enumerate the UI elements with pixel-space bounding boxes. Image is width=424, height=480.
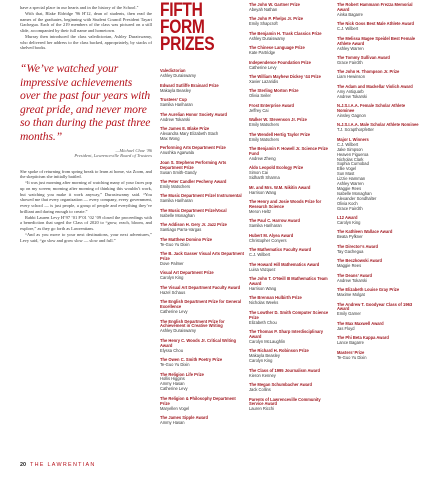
prize-entry — [249, 296, 333, 306]
prize-entry — [249, 133, 333, 143]
prize-winner: Isabelle Monaghan — [160, 212, 195, 218]
prize-winner: Liam Hewinson — [337, 74, 365, 80]
prize-name: The Chinese Language Prize — [249, 45, 305, 51]
prize-winner: Alexander Sondhalter — [337, 195, 377, 201]
prize-entry — [337, 288, 421, 298]
prize-list — [249, 3, 333, 412]
prize-winner: Emily Matschers — [249, 136, 280, 142]
prize-entry — [337, 216, 421, 226]
prize-name: The William Mayhew Dickey ’44 Prize — [249, 74, 321, 80]
prize-entry — [249, 147, 333, 162]
prize-entry — [160, 127, 245, 142]
prize-winner: Maryellen Vogel — [160, 405, 190, 411]
prize-winner: Maxime Molgat — [337, 292, 365, 297]
prize-name: N.J.S.I.A.A. Female Scholar Athlete Nominee — [337, 103, 406, 114]
prize-name: The Music Department Prize/Vocal — [160, 207, 227, 213]
page-number: 20 — [20, 462, 26, 468]
prize-name: The Andrew T. Goodyear Class of 1963 Award — [337, 301, 413, 312]
prize-entry — [160, 84, 245, 94]
prize-entry — [249, 166, 333, 181]
prize-winner: Nicholas Weeks — [249, 300, 279, 306]
pull-quote-title: President, Lawrenceville Board of Trustees — [74, 152, 152, 158]
prize-list — [337, 3, 421, 360]
prize-winner: Emily Shapcroft — [249, 21, 278, 27]
prize-entry — [249, 219, 333, 229]
article-paragraph: Murray then introduced the class valedictorian, Ashley Duraiswamy, who delivered her address to the class backed, appropriately, by stacks of shelved books. — [20, 33, 152, 51]
pull-quote: “We’ve watched your impressive achievements over the past four years with great pride, and never more so than during the past three months.” — [20, 62, 151, 143]
prize-name: The Owen C. Smith Poetry Prize — [160, 357, 223, 363]
prize-winner: Catherine Levy — [249, 64, 277, 70]
prize-winner: Ashley Warren — [337, 45, 364, 51]
prize-entry — [160, 416, 245, 426]
prize-winner: Lauren Ricchi — [249, 406, 275, 412]
prize-winner: Alexandra Mary Elizabeth Stach — [160, 130, 219, 136]
prize-entry — [160, 286, 245, 296]
prize-entry — [249, 118, 333, 128]
prize-entry — [249, 46, 333, 56]
prize-name: The Music Department Prize/ Instrumental — [160, 193, 242, 199]
prize-entry — [337, 274, 421, 284]
prize-entry — [249, 277, 333, 292]
prize-winner: Luisa Vazquez — [249, 266, 276, 272]
prize-name: The Thomas P. Sharp Interdisciplinary Award — [249, 329, 324, 339]
prize-entry — [249, 330, 333, 345]
prize-entry — [337, 259, 421, 269]
prize-winner: Makayla Beasley — [249, 353, 280, 359]
prize-winner: Ashley Duraiswamy — [160, 328, 196, 334]
prize-winner: Simon Cai — [249, 170, 268, 176]
prize-name: The Robert Hammann Frezza Memorial Award — [337, 2, 413, 12]
prize-name: Mr. and Mrs. W.M. Nikitin Award — [249, 184, 311, 190]
prize-name: The James Sipple Award — [160, 415, 209, 421]
prize-name: The Class of 1995 Journalism Award — [249, 367, 320, 373]
article-paragraph: Rabbi Lauren Levy H’97 ’01 P’01 ’02 ’09 closed the proceedings with a benediction that urged the Class of 2020 to “grow, reach, bloom, and explore,” as they go forth as Lawrentians. — [20, 214, 152, 232]
prize-winner: Andrew Tokarski — [160, 116, 190, 122]
prizes-heading-line: FORM — [160, 16, 205, 38]
prize-winner: Ellie Vogel — [337, 166, 357, 172]
prize-winner: Te-Guo Yu Dixin — [160, 241, 190, 247]
prize-winner: T.J. Scrapthorpfetter — [337, 127, 374, 133]
publication-name: THE LAWRENTIAN — [30, 462, 96, 468]
prize-entry — [337, 138, 421, 212]
prize-entry — [249, 3, 333, 13]
prize-entry — [337, 303, 421, 318]
prize-entry — [337, 123, 421, 133]
prize-entry — [249, 311, 333, 326]
prize-winner: Harrison Wang — [249, 189, 277, 195]
prize-name: The Deans’ Award — [337, 272, 373, 278]
prize-winner: Meron Heltz — [249, 208, 272, 214]
prize-winner: Ashley Warren — [337, 181, 364, 187]
prize-name: The Nick Goss Best Male Athlete Award — [337, 21, 414, 27]
prize-winner: Jeffrey Cai — [249, 107, 269, 113]
prize-winner: Andrew Tokarski — [337, 277, 367, 283]
prize-winner: Tay Gachegua — [337, 248, 364, 254]
prize-name: N.J.S.I.A.A. Male Scholar Athlete Nominee — [337, 122, 419, 128]
prize-entry — [160, 113, 245, 123]
prize-entry — [160, 98, 245, 108]
prize-winner: Samika Hariharan — [160, 102, 193, 108]
prize-winner: Catherine Levy — [160, 309, 188, 315]
prize-winner: Carolyn King — [160, 275, 184, 281]
prize-name: The Beczkowski Award — [337, 258, 383, 264]
prize-winner: Samika Hariharan — [249, 223, 282, 229]
prize-entry — [249, 104, 333, 114]
prize-winner: Ammy Hasan — [160, 419, 185, 425]
prizes-heading-line: FIFTH — [160, 0, 203, 21]
prize-winner: Catherine Levy — [160, 386, 188, 392]
prize-winner: Ashley Duraiswamy — [160, 73, 196, 79]
prize-winner: Kate Partridge — [249, 50, 276, 56]
prize-name: The Sterling Morton Prize — [249, 88, 299, 94]
prize-name: The B. Jack Gasser Visual Arts Department Prize — [160, 251, 244, 261]
prize-entry — [337, 336, 421, 346]
prize-name: Parents of Lawrenceville Community Service Award — [249, 396, 321, 407]
prize-name: Walker W. Stevenson Jr. Prize — [249, 117, 307, 123]
prize-entry — [337, 3, 421, 18]
prize-entry — [249, 17, 333, 27]
prize-winner: Andrew Tokarski — [337, 93, 367, 99]
prize-name: The Addison H. Gery Jr. Jazz Prize — [160, 222, 227, 228]
prize-winner: C.J. Wilbert — [249, 252, 271, 258]
article-paragraph: “It was just morning after morning of watching many of your faces pop up on my screen; morning after morning of thinking this wouldn’t work, but watching you make it work anyway,” Durasiswamy said. “You showed me that every organization — every company, every government, every school — is just people, a group of people and everything they’ve brilliant and daring enough to create.” — [20, 180, 152, 214]
prize-name: The Peter Candler Pecheny Award — [160, 179, 227, 185]
prize-winner: Te-Guo Yu Dixin — [337, 354, 367, 360]
prize-name: The Phi Beta Kappa Award — [337, 335, 389, 341]
prize-name: Edward Sutliffe Brainard Prize — [160, 82, 219, 88]
prize-name: The John P. Phelps Jr. Prize — [249, 16, 304, 22]
prize-winner: Abeyah Nathan — [249, 6, 278, 12]
prize-name: The Howard Hill Mathematics Award — [249, 261, 320, 267]
prize-winner: Xavier Lazaridis — [249, 78, 279, 84]
prize-entry — [337, 230, 421, 240]
prize-winner: Grace Fairclth — [337, 205, 363, 211]
prize-name: The John H. Thompson Jr. Prize — [337, 69, 400, 75]
prize-entry — [249, 349, 333, 364]
prize-name: The Matthew Domino Prize — [160, 236, 213, 242]
prize-winner: Lizzie Hamman — [337, 176, 366, 182]
article-body-top — [20, 5, 152, 51]
prize-winner: Jack Collins — [249, 387, 271, 392]
article-paragraph: With that, Blake Eldridge '96 H'12, dean of students, then read the names of the graduates, beginning with Student Council President Tayari Gachegua. Each of the 219 members of the class was pictured on a still slide, accompanied by their full name and hometown. — [20, 10, 152, 33]
prize-name: Hubert M. Alyea Award — [249, 232, 294, 238]
prize-entry — [337, 351, 421, 361]
prize-winner: C.J. Wilbert — [337, 26, 359, 32]
article-body-bottom — [20, 169, 152, 244]
prize-name: Valedictorian — [160, 68, 186, 74]
prize-winner: Heaven Figueroa — [337, 151, 369, 157]
prize-name: The Henry C. Woods Jr. Critical Writing Award — [160, 337, 237, 348]
prize-name: The Adam and Mackellar Violich Award — [337, 83, 413, 89]
prize-entry — [249, 200, 333, 215]
prize-name: The Brennan Hulbirth Prize — [249, 295, 302, 301]
prize-winner: Samika Hariharan — [160, 198, 193, 204]
pull-quote-block — [20, 62, 152, 158]
prize-winner: Ashley Duraiswamy — [249, 35, 285, 41]
prize-entry — [160, 238, 245, 248]
prize-entry — [249, 234, 333, 244]
article-paragraph: “And as you move to your next destinations, your next adventures,” Levy said, “go slow and grow slow — slow and full.” — [20, 231, 152, 243]
prize-winner: Beata Pyfkner — [337, 234, 363, 240]
prize-name: The Kathleen Wallace Award — [337, 229, 393, 235]
prize-winner: Susan Smith-Gandy — [160, 169, 197, 175]
prize-winner: Nicholas Clark — [337, 156, 364, 162]
prize-entry — [249, 61, 333, 71]
prize-entry — [160, 161, 245, 176]
prize-name: The English Department Prize for General Excellence — [160, 299, 241, 310]
prizes-heading — [160, 0, 230, 55]
prize-name: The Henry and Josie Woods Prize for Research Science — [249, 199, 322, 209]
prize-entry — [337, 85, 421, 100]
prize-entry — [249, 369, 333, 379]
prize-winner: Jas Floyd — [337, 325, 355, 331]
prize-entry — [160, 69, 245, 79]
prize-name: The Melissa Magee Speidel Best Female Athlete Award — [337, 35, 416, 46]
prize-name: The John W. Gartner Prize — [249, 2, 300, 7]
prize-name: Masters’ Prize — [337, 349, 365, 355]
prize-name: The Wendell Hertig Taylor Prize — [249, 131, 311, 137]
prize-winner: Hazel Schaus — [160, 289, 186, 295]
prize-winner: Dove Palmer — [160, 260, 184, 266]
prize-entry — [160, 339, 245, 354]
prize-name: Frost Enterprise Award — [249, 102, 295, 108]
prize-name: The Elizabeth Louise Gray Prize — [337, 287, 400, 293]
prize-name: L12 Award — [337, 215, 358, 221]
prize-name: The John T. O’Neill III Mathematics Team Award — [249, 276, 328, 286]
prize-name: The Director’s Award — [337, 243, 378, 249]
prize-name: The James E. Blake Prize — [160, 126, 210, 132]
prize-name: Joan S. Stephens Performing Arts Department Prize — [160, 159, 227, 170]
page-footer — [20, 462, 96, 468]
prize-name: The Tommy Sullivan Award — [337, 55, 390, 61]
prize-name: The Visual Art Department Faculty Award — [160, 284, 241, 290]
prize-entry — [160, 320, 245, 335]
prize-name: The Megan Schumbacher Award — [249, 382, 313, 388]
prize-entry — [160, 300, 245, 315]
prize-winner: Harrison Wang — [249, 285, 277, 291]
prize-winner: Elizabeth Chou — [249, 319, 277, 325]
article-paragraph: She spoke of returning from spring break to learn at home, via Zoom, and the skepticism she initially battled. — [20, 168, 152, 180]
prize-winner: Ammy Hasan — [160, 381, 185, 387]
prize-entry — [160, 180, 245, 190]
prize-winner: Olivia Koch — [337, 200, 358, 206]
prize-name: The Benjamin F. Howell Jr. Science Prize Fund — [249, 146, 328, 156]
prize-entry — [249, 383, 333, 393]
prizes-heading-line: PRIZES — [160, 33, 215, 55]
prize-winner: Maggie Rees — [337, 263, 362, 269]
prize-name: The Paul C. Harrow Award — [249, 218, 300, 224]
prize-winner: Christopher Conyers — [249, 237, 287, 243]
prize-entry — [337, 70, 421, 80]
prize-entry — [249, 32, 333, 42]
article-column — [20, 5, 152, 243]
prize-name: The Aurelian Honor Society Award — [160, 111, 227, 117]
article-paragraph: have a special place in our hearts and in the history of the School." — [20, 5, 139, 10]
prize-list — [160, 69, 245, 426]
prize-entry — [249, 75, 333, 85]
prize-name: The Max Maxwell Award — [337, 320, 384, 326]
prize-winner: Maggie Rees — [337, 185, 362, 191]
prizes-column-1 — [160, 0, 245, 430]
prize-winner: Ainka Bagarre — [337, 11, 363, 17]
prize-name: The Mathematics Faculty Award — [249, 247, 312, 253]
prize-winner: Isabelle Monaghan — [337, 190, 372, 196]
prize-entry — [160, 194, 245, 204]
prize-entry — [337, 22, 421, 32]
prize-winner: Kieron Kenney — [249, 372, 276, 378]
prize-entry — [249, 186, 333, 196]
prize-winner: Emily Matschers — [249, 122, 280, 128]
prize-winner: Anushka Agarwala — [160, 150, 194, 156]
prize-winner: Makayla Beasley — [160, 87, 191, 93]
prize-entry — [249, 89, 333, 99]
prize-winner: Max Wong — [160, 135, 180, 141]
prize-winner: Santiago Parra-Vargas — [160, 227, 202, 233]
prize-entry — [160, 373, 245, 393]
prize-entry — [249, 248, 333, 258]
prize-winner: Carolyn McLaughlin — [249, 338, 286, 344]
prize-entry — [160, 209, 245, 219]
prize-name: Major L Winners — [337, 136, 369, 142]
prize-name: The Richard H. Robinson Prize — [249, 348, 309, 354]
prize-winner: Elyssa Chou — [160, 347, 183, 353]
prize-entry — [337, 104, 421, 119]
prize-winner: Grace Fairclth — [337, 59, 363, 65]
prize-entry — [160, 397, 245, 412]
prize-winner: Lance Bagarre — [337, 340, 364, 346]
prize-entry — [160, 358, 245, 368]
prize-winner: Sophia Curnobad — [337, 161, 369, 167]
prize-winner: Carolyn King — [249, 358, 273, 364]
prize-winner: Olivia Seiler — [249, 93, 271, 99]
prize-entry — [160, 271, 245, 281]
prize-name: Visual Art Department Prize — [160, 270, 214, 276]
pull-quote-attribution: —Michael Chae ’86 — [115, 147, 152, 153]
prize-winner: Hollis Higgins — [160, 376, 185, 382]
prize-name: The Religion & Philosophy Department Prize — [160, 395, 236, 406]
prize-winner: Emily Matschers — [160, 183, 191, 189]
prize-entry — [160, 146, 245, 156]
prize-name: Performing Arts Department Prize — [160, 145, 226, 151]
prize-winner: Emily Garner — [337, 311, 361, 317]
prizes-column-2 — [249, 3, 333, 417]
prize-name: Trustees’ Cup — [160, 97, 187, 103]
prize-name: The Religion Life Prize — [160, 371, 204, 377]
prize-winner: Sidharth Sharma — [249, 175, 280, 181]
prize-entry — [337, 56, 421, 66]
prize-winner: Carolyn King — [337, 219, 361, 225]
prize-name: The Benjamin H. Trask Classics Prize — [249, 30, 322, 36]
prize-entry — [160, 252, 245, 267]
prize-name: The Lowther D. Smith Computer Science Prize — [249, 309, 329, 320]
prize-entry — [249, 398, 333, 413]
prize-entry — [337, 322, 421, 332]
prizes-column-3 — [337, 3, 421, 365]
prize-entry — [337, 37, 421, 52]
prize-winner: Amy Antiquarb — [337, 88, 364, 94]
prize-winner: Ainsley Gagnon — [337, 112, 366, 118]
prize-entry — [337, 245, 421, 255]
prize-winner: Sun Mast — [337, 171, 355, 177]
prize-name: Aldo Leopold Ecology Prize — [249, 165, 304, 171]
prize-entry — [160, 223, 245, 233]
prize-winner: C.J. Wilbert — [337, 141, 359, 147]
prize-winner: Te-Guo Yu Dixin — [160, 362, 190, 368]
prize-name: The English Department Prize for Achievement in Creative Writing — [160, 318, 225, 329]
prize-entry — [249, 263, 333, 273]
prize-name: Independence Foundation Prize — [249, 59, 311, 65]
prize-winner: Andrew Zheng — [249, 155, 276, 161]
prize-winner: Jake Simpson — [337, 146, 363, 152]
